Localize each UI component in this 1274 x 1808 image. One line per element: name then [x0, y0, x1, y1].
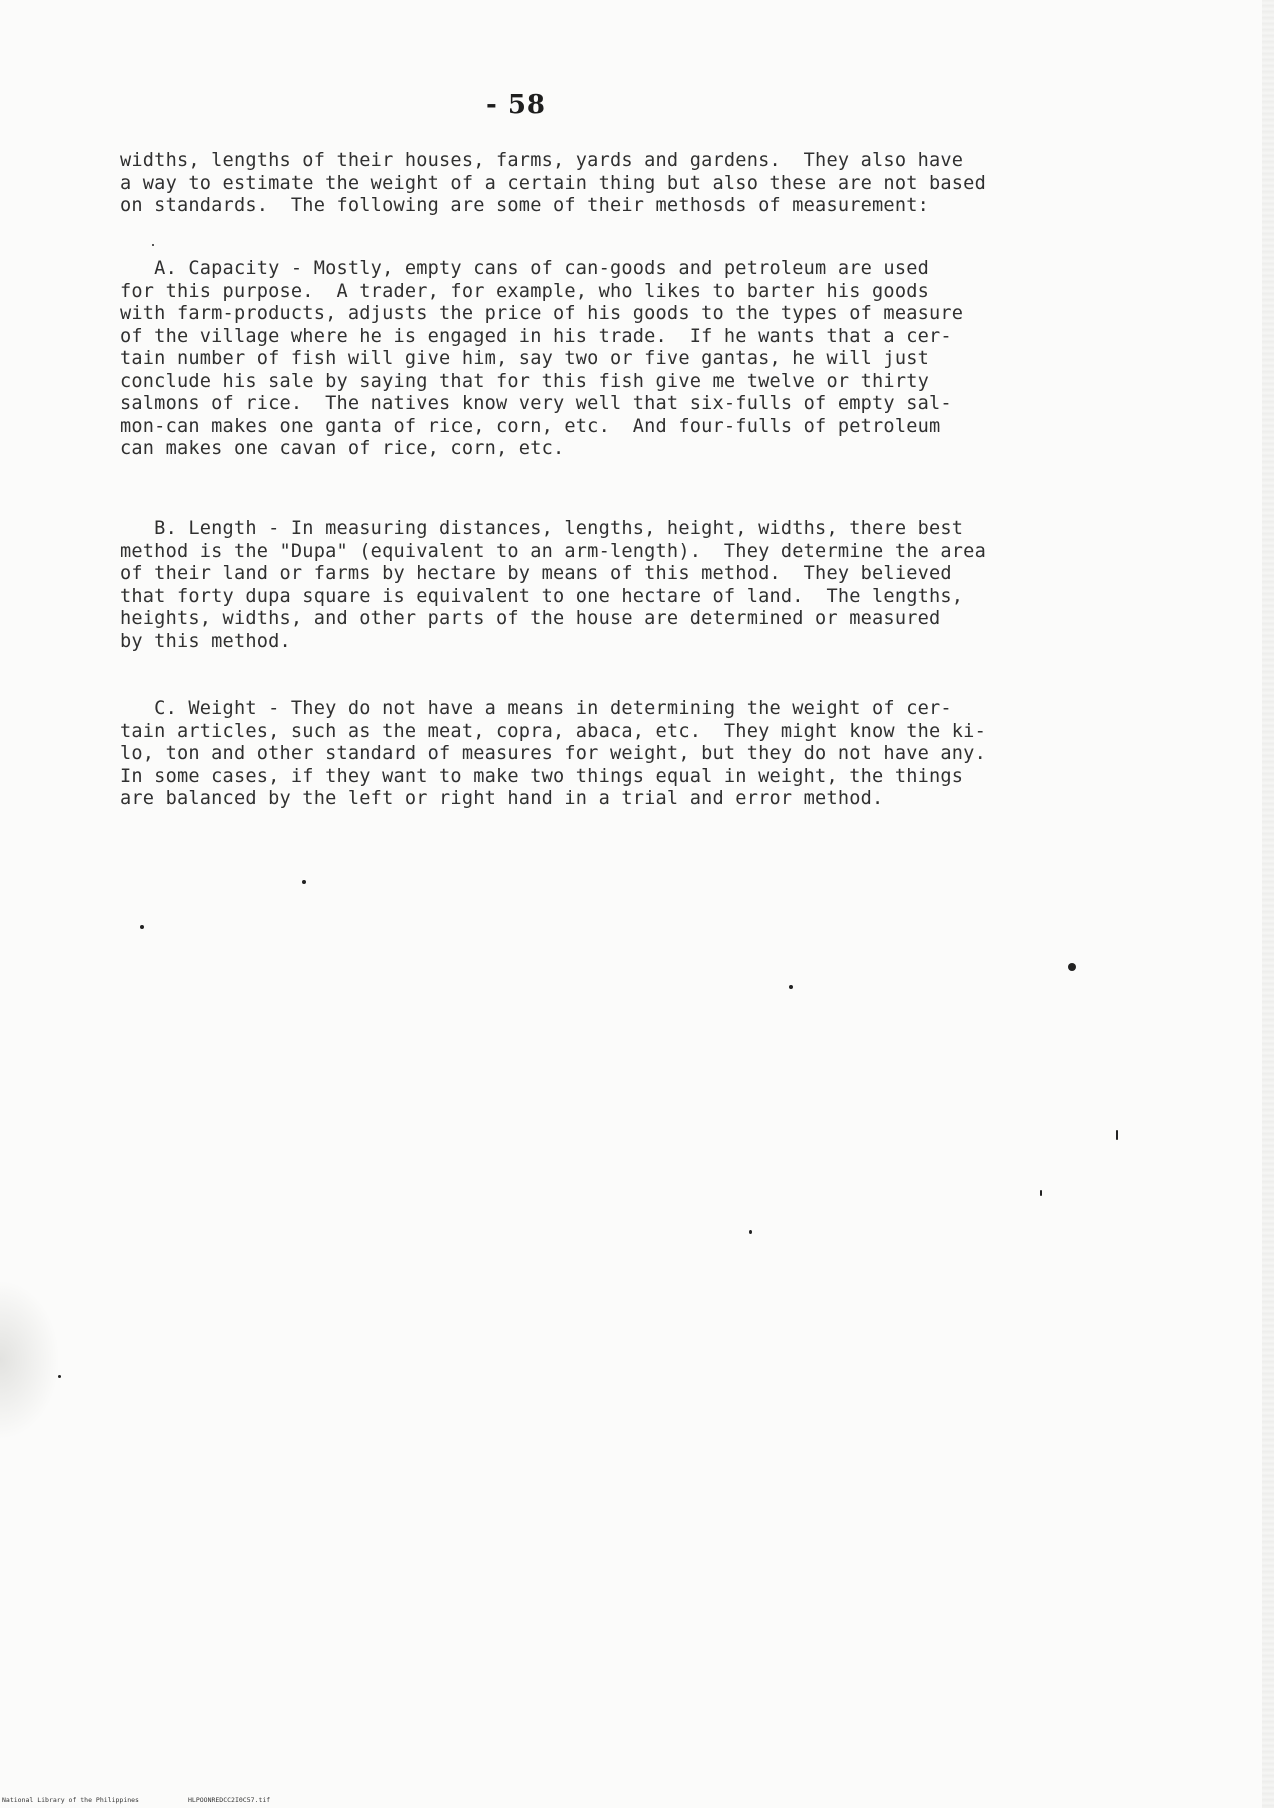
footer-library: National Library of the Philippines: [2, 1796, 139, 1804]
scan-speck: [58, 1375, 61, 1378]
paragraph-length: B. Length - In measuring distances, lengths, height, widths, there best method is the "Dupa" (equivalent to an arm-length). They determine the area of their land or farms by hectare by means of this method. They believed that forty dupa square is equivalent to one hectare of land. The lengths, heights, widths, and other parts of the house are determined or measured by this method.: [120, 518, 986, 652]
scan-speck: [140, 925, 144, 929]
scan-speck: [789, 985, 793, 989]
scan-noise: [0, 1280, 60, 1440]
scan-speck: [1068, 963, 1076, 971]
scan-edge: [1262, 0, 1274, 1808]
scan-speck: [749, 1230, 752, 1234]
scan-speck: [1040, 1190, 1042, 1196]
page-number: - 58: [486, 90, 547, 120]
paragraph-weight: C. Weight - They do not have a means in determining the weight of cer- tain articles, such as the meat, copra, abaca, etc. They might know the ki- lo, ton and other standard of measures for weight, but they do not have any. In some cases, if they want to make two things equal in weight, the things are balanced by the left or right hand in a trial and error method.: [120, 698, 986, 809]
footer-filename: HLPOONREDCC2I0C57.tif: [188, 1796, 271, 1804]
paragraph-capacity: A. Capacity - Mostly, empty cans of can-goods and petroleum are used for this purpose. A trader, for example, who likes to barter his goods with farm-products, adjusts the price of his goods to the types of measure of the village where he is engaged in his trade. If he wants that a cer- tain number of fish will give him, say two or five gantas, he will just conclude his sale by saying that for this fish give me twelve or thirty salmons of rice. The natives know very well that six-fulls of empty sal- mon-can makes one ganta of rice, corn, etc. And four-fulls of petroleum can makes one cavan of rice, corn, etc.: [120, 258, 964, 459]
paragraph-intro: widths, lengths of their houses, farms, yards and gardens. They also have a way to estimate the weight of a certain thing but also these are not based on standards. The following are some of their methosds of measurement:: [120, 150, 986, 216]
scan-speck: [302, 880, 306, 884]
scan-speck: [1116, 1130, 1118, 1140]
scan-speck: [152, 244, 154, 246]
